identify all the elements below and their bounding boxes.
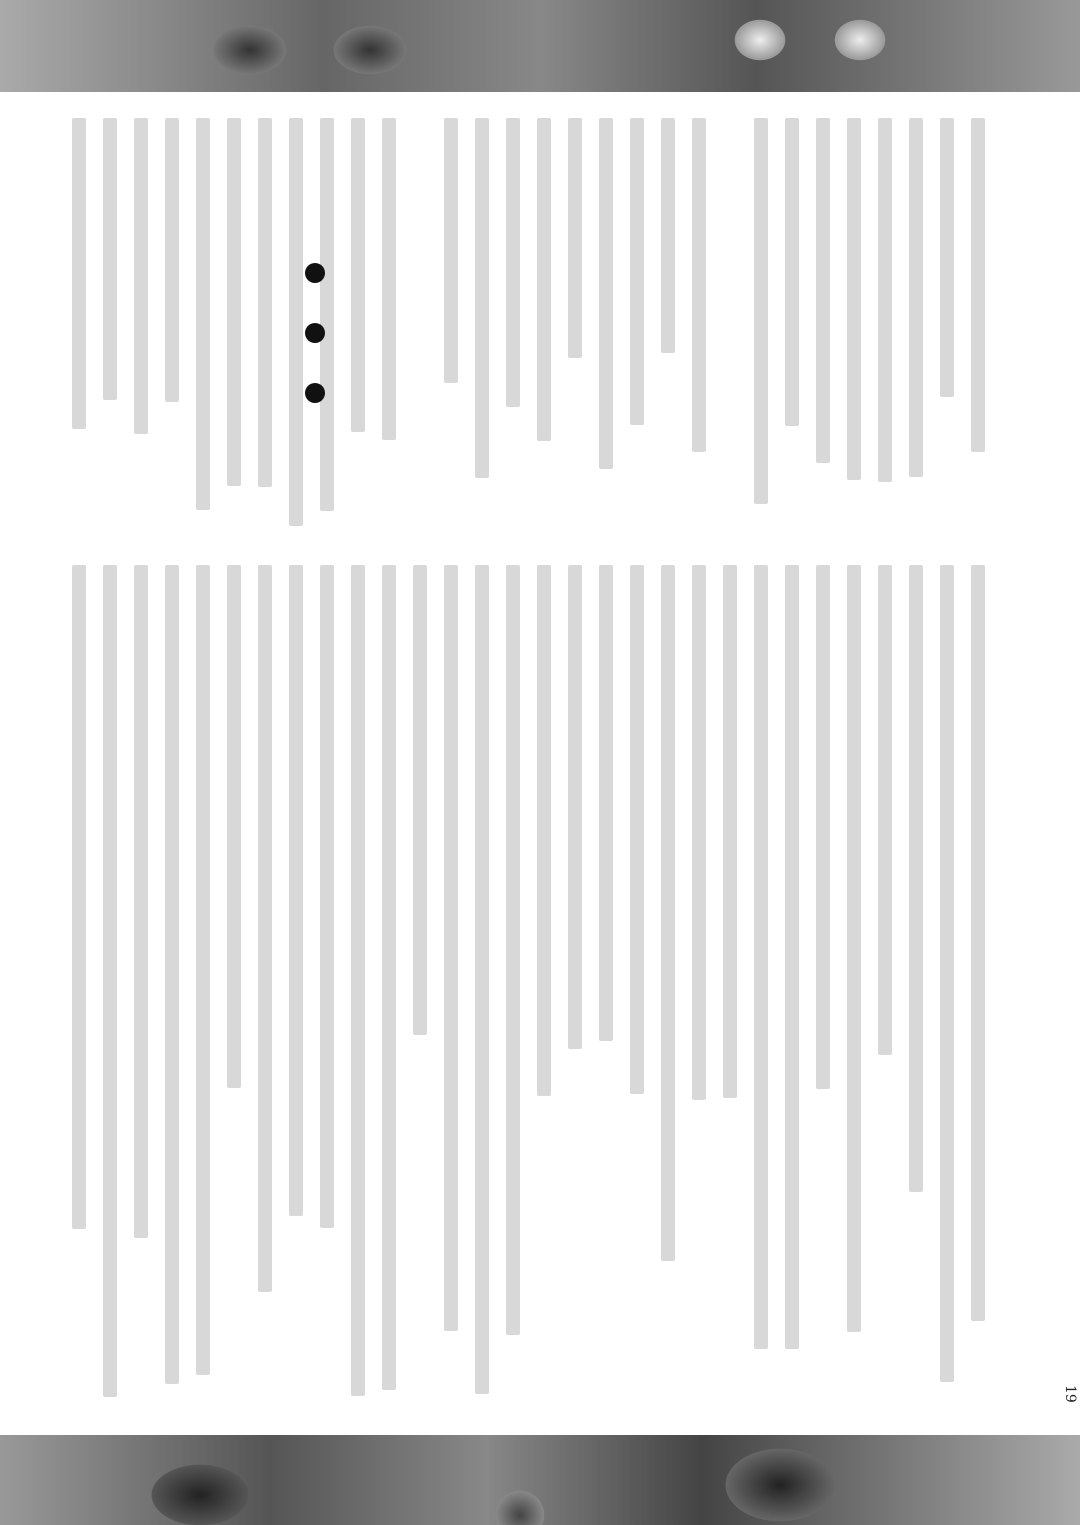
text-column-placeholder [971,565,985,1321]
text-block-lower [55,565,985,1410]
text-column-placeholder [723,565,737,1098]
text-column-placeholder [537,565,551,1096]
text-column-placeholder [196,118,210,510]
text-column-placeholder [351,118,365,432]
text-column-placeholder [568,118,582,358]
text-column-placeholder [320,565,334,1228]
text-column-placeholder [568,565,582,1049]
text-column-placeholder [382,565,396,1390]
text-column-placeholder [475,565,489,1394]
text-column-placeholder [537,118,551,441]
text-column-placeholder [599,118,613,469]
text-column-placeholder [165,118,179,402]
text-column-placeholder [227,118,241,486]
bottom-illustration [0,1435,1080,1525]
text-column-placeholder [72,565,86,1229]
text-column-placeholder [692,565,706,1100]
text-column-placeholder [134,565,148,1238]
text-column-placeholder [599,565,613,1041]
text-column-placeholder [103,565,117,1397]
text-column-placeholder [878,118,892,482]
text-column-placeholder [506,565,520,1335]
text-column-placeholder [692,118,706,452]
text-column-placeholder [227,565,241,1088]
text-column-placeholder [847,565,861,1332]
text-column-placeholder [475,118,489,478]
text-column-placeholder [382,118,396,440]
text-block-upper [55,118,985,548]
text-column-placeholder [506,118,520,407]
text-column-placeholder [816,118,830,463]
text-column-placeholder [289,565,303,1216]
text-column-placeholder [816,565,830,1089]
text-column-placeholder [444,565,458,1331]
text-column-placeholder [940,565,954,1382]
text-column-placeholder [351,565,365,1396]
text-column-placeholder [103,118,117,400]
text-column-placeholder [661,118,675,353]
text-column-placeholder [630,118,644,425]
text-column-placeholder [72,118,86,429]
text-column-placeholder [630,565,644,1094]
scene-break-dot [305,263,325,283]
text-column-placeholder [785,118,799,426]
text-column-placeholder [847,118,861,480]
text-column-placeholder [661,565,675,1261]
text-column-placeholder [940,118,954,397]
text-column-placeholder [134,118,148,434]
text-column-placeholder [754,118,768,504]
text-column-placeholder [165,565,179,1384]
text-column-placeholder [785,565,799,1349]
text-column-placeholder [289,118,303,526]
text-column-placeholder [258,118,272,487]
page-number: 19 [1062,1385,1078,1403]
scene-break-dot [305,323,325,343]
text-column-placeholder [196,565,210,1375]
text-column-placeholder [320,118,334,511]
text-column-placeholder [754,565,768,1349]
text-column-placeholder [258,565,272,1292]
text-column-placeholder [413,565,427,1035]
top-illustration [0,0,1080,92]
text-column-placeholder [878,565,892,1055]
text-column-placeholder [971,118,985,452]
text-column-placeholder [909,118,923,477]
text-column-placeholder [444,118,458,383]
scene-break-dot [305,383,325,403]
text-column-placeholder [909,565,923,1192]
